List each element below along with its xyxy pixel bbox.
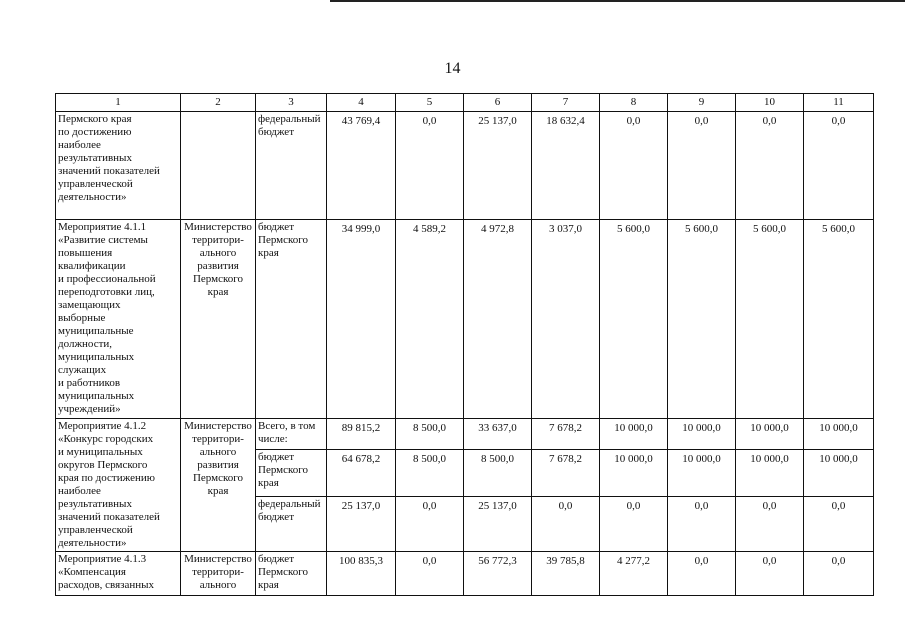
- table-row: [56, 112, 874, 220]
- value-cell: 64 678,2: [327, 449, 396, 496]
- value-cell: 7 678,2: [532, 449, 600, 496]
- column-header: 9: [668, 94, 736, 112]
- value-cell: 8 500,0: [396, 419, 464, 450]
- value-cell: 43 769,4: [327, 112, 396, 220]
- value-cell: 25 137,0: [327, 497, 396, 552]
- value-cell: 10 000,0: [668, 419, 736, 450]
- value-cell: 4 277,2: [600, 552, 668, 596]
- column-header: 11: [804, 94, 874, 112]
- value-cell: 0,0: [668, 112, 736, 220]
- budget-table: [55, 93, 874, 596]
- value-cell: 33 637,0: [464, 419, 532, 450]
- header-row: [56, 94, 874, 112]
- value-cell: 0,0: [804, 552, 874, 596]
- value-cell: 0,0: [804, 112, 874, 220]
- value-cell: 10 000,0: [736, 449, 804, 496]
- value-cell: 0,0: [736, 497, 804, 552]
- value-cell: 7 678,2: [532, 419, 600, 450]
- value-cell: 0,0: [396, 497, 464, 552]
- value-cell: 56 772,3: [464, 552, 532, 596]
- value-cell: 0,0: [600, 497, 668, 552]
- value-cell: 10 000,0: [668, 449, 736, 496]
- value-cell: 89 815,2: [327, 419, 396, 450]
- funding-source-cell: Всего, в том числе:: [256, 419, 327, 450]
- column-header: 1: [56, 94, 181, 112]
- column-header: 8: [600, 94, 668, 112]
- executor-cell: Министерство территори- ального развития Пермского края: [181, 419, 256, 552]
- value-cell: 4 589,2: [396, 220, 464, 419]
- value-cell: 10 000,0: [600, 449, 668, 496]
- value-cell: 5 600,0: [600, 220, 668, 419]
- value-cell: 25 137,0: [464, 112, 532, 220]
- funding-source-cell: бюджет Пермского края: [256, 552, 327, 596]
- funding-source-cell: федеральный бюджет: [256, 497, 327, 552]
- value-cell: 0,0: [668, 497, 736, 552]
- value-cell: 10 000,0: [600, 419, 668, 450]
- value-cell: 3 037,0: [532, 220, 600, 419]
- column-header: 2: [181, 94, 256, 112]
- value-cell: 8 500,0: [464, 449, 532, 496]
- value-cell: 5 600,0: [736, 220, 804, 419]
- value-cell: 10 000,0: [804, 419, 874, 450]
- activity-name-cell: Пермского края по достижению наиболее результативных значений показателей управленческой деятельности»: [56, 112, 181, 220]
- value-cell: 18 632,4: [532, 112, 600, 220]
- value-cell: 0,0: [804, 497, 874, 552]
- column-header: 10: [736, 94, 804, 112]
- executor-cell: Министерство территори- ального: [181, 552, 256, 596]
- activity-name-cell: Мероприятие 4.1.1 «Развитие системы повышения квалификации и профессиональной переподготовки лиц, замещающих выборные муниципальные должности, муниципальных служащих и работников муниципальных учреждений»: [56, 220, 181, 419]
- value-cell: 8 500,0: [396, 449, 464, 496]
- value-cell: 0,0: [396, 112, 464, 220]
- column-header: 7: [532, 94, 600, 112]
- value-cell: 0,0: [532, 497, 600, 552]
- column-header: 6: [464, 94, 532, 112]
- column-header: 4: [327, 94, 396, 112]
- executor-cell: [181, 112, 256, 220]
- value-cell: 34 999,0: [327, 220, 396, 419]
- top-border-line: [330, 0, 905, 2]
- activity-name-cell: Мероприятие 4.1.2 «Конкурс городских и муниципальных округов Пермского края по достижению наиболее результативных значений показателей управленческой деятельности»: [56, 419, 181, 552]
- value-cell: 39 785,8: [532, 552, 600, 596]
- executor-cell: Министерство территори- ального развития Пермского края: [181, 220, 256, 419]
- value-cell: 0,0: [600, 112, 668, 220]
- value-cell: 0,0: [668, 552, 736, 596]
- table-row: [56, 552, 874, 596]
- value-cell: 0,0: [736, 552, 804, 596]
- funding-source-cell: бюджет Пермского края: [256, 449, 327, 496]
- page-number: 14: [444, 60, 461, 77]
- funding-source-cell: федеральный бюджет: [256, 112, 327, 220]
- value-cell: 5 600,0: [668, 220, 736, 419]
- value-cell: 25 137,0: [464, 497, 532, 552]
- value-cell: 4 972,8: [464, 220, 532, 419]
- activity-name-cell: Мероприятие 4.1.3 «Компенсация расходов, связанных: [56, 552, 181, 596]
- value-cell: 0,0: [396, 552, 464, 596]
- table-row: [56, 419, 874, 450]
- value-cell: 0,0: [736, 112, 804, 220]
- column-header: 3: [256, 94, 327, 112]
- value-cell: 5 600,0: [804, 220, 874, 419]
- value-cell: 10 000,0: [736, 419, 804, 450]
- funding-source-cell: бюджет Пермского края: [256, 220, 327, 419]
- value-cell: 10 000,0: [804, 449, 874, 496]
- column-header: 5: [396, 94, 464, 112]
- table-row: [56, 220, 874, 419]
- value-cell: 100 835,3: [327, 552, 396, 596]
